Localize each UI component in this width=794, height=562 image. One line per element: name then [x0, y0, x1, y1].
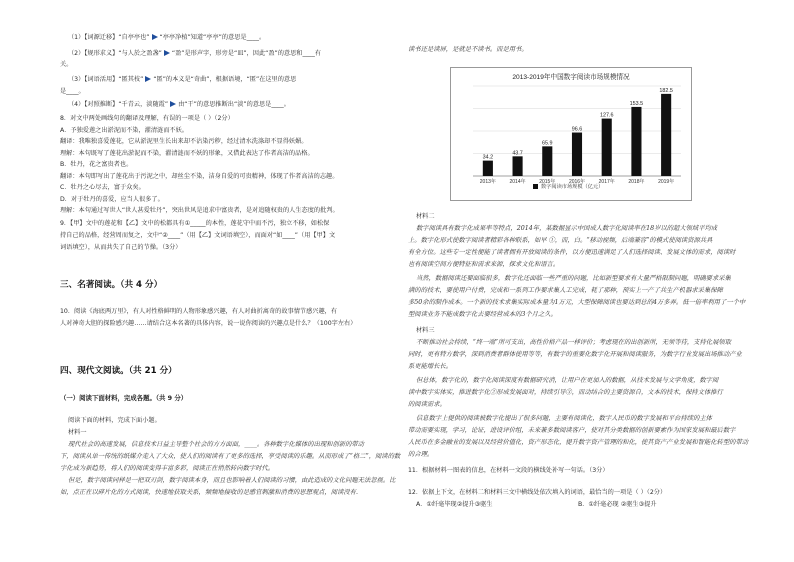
tick-label-2017年: 2017年: [598, 179, 615, 185]
material-2-line-3: 有全方位。这些专一定性便能了读者拥有开放阅读的条件，以方便迅速满足了人们选择阅读、发展文体的需求，阅读时: [408, 249, 736, 256]
q7-line-3-text: 关。: [60, 61, 73, 68]
q7-line-6-quote: “千青云，淡随霞”: [118, 101, 169, 108]
q8-translation-b: 翻译：本句即写出了莲花出于污泥之中，却丝尘不染，洁身自爱的可贵精神，体现了作者高洁的志趣。: [60, 173, 339, 180]
chart-title: 2013-2019年中国数字阅读市场规模情况: [512, 74, 630, 81]
q7-line-6: [68, 101, 290, 109]
material-1-line-5: 如，点正在以碎片化的方式阅读，快速地获取关系，频频地接收的是感官刺激和消费的思想观点，阅读没有.: [60, 489, 358, 496]
data-label-2013年: 34.2: [482, 154, 494, 161]
bar-2013年: [483, 161, 493, 176]
q7-line-5-text: 是____。: [60, 88, 85, 95]
data-label-2014年: 43.7: [512, 150, 523, 157]
material-3-head: 材料三: [416, 327, 435, 334]
q12-option-b: B．①纤毫必现 ②驱生③提升: [578, 501, 657, 508]
material-3-line-10: 的合理。: [408, 451, 434, 458]
q8-title: 8．对文中两处画线句的翻译及理解，有误的一项是（ ）（2分）: [60, 115, 234, 122]
material-1-line-4: 但是，数字阅读同样是一把双刃剑，数字阅读本身，而且也影响着人们阅读的习惯，由此造成的文化问题无法忽视。比: [68, 477, 396, 484]
material-1-line-2: 下，阅读从单一传统的纸媒介走入了大众，使人们的阅读有了更多的选择，享受阅读的乐趣。从而形成了“格二”，阅读的数: [60, 453, 401, 460]
material-3-line-2: 同时，更有特方数学，深到消费者群体使用等等，有数字的重要化数字化开展和阅读服务，为数字行业发展出场推动产业: [408, 351, 742, 358]
q7-line-4-text: “匿”的本义是“奇曲”，根据语境，“匿”在这里的意思: [153, 76, 297, 83]
q7-line-3: [60, 61, 72, 69]
q7-line-1: [68, 34, 265, 42]
bar-2016年: [572, 133, 582, 176]
q10-line-2: 人对神奇大胆的探险感兴趣……请结合这本名著的具体内容，说一说你阅读的兴趣点是什么？（100字左右）: [60, 320, 357, 327]
q7-line-2-quote: “与人於之盈盏”: [118, 50, 162, 57]
material-3-line-3: 系更能增长长。: [408, 363, 453, 370]
material-2-head: 材料二: [416, 213, 435, 220]
q8-translation-a: 翻译：我唯独喜爱莲花，它从淤泥里生长出来却不沾染污秽，经过清水洗涤却不显得妖媚。: [60, 138, 308, 145]
bar-2019年: [661, 94, 671, 176]
q12-option-a: A．①纤毫毕现②提升③驱生: [416, 501, 493, 508]
bar-2017年: [602, 119, 612, 176]
bar-2015年: [542, 146, 552, 176]
q11-text: 11．根据材料一图表的信息，在材料一文段的横线处补写一句话。（3分）: [408, 467, 609, 474]
bar-2014年: [513, 156, 523, 176]
tick-label-2014年: 2014年: [509, 179, 526, 185]
arrow-icon: [170, 101, 176, 107]
data-label-2016年: 96.6: [571, 126, 583, 133]
material-3-line-4: 但总体，数字化的，数字化阅读深度有数据研究消，让用户在更加入的数据，从技术发展与文学角度，数字阅: [416, 377, 719, 384]
read-instruction: 阅读下面的材料，完成下面小题。: [68, 417, 161, 424]
q7-line-1-text: “亭亭净植”知道“亭亭”的意思是____。: [159, 34, 266, 41]
q8-option-a: A．予独爱莲之出淤泥而不染，濯清涟而不妖。: [60, 127, 188, 134]
material-2-line-1: 数字阅读具有数字化成果率等特点，2014年，某数据显示中国成人数字化阅读率在18岁以的超大领域平均成: [416, 225, 718, 232]
arrow-icon: [164, 50, 170, 56]
data-label-2019年: 182.5: [659, 87, 673, 94]
arrow-icon: [145, 76, 151, 82]
q8-option-c: C．牡丹之心尽去，富于众矣。: [60, 184, 145, 191]
arrow-icon: [152, 34, 158, 40]
q7-line-2: [68, 50, 321, 58]
material-3-line-9: 人民币在多金融业的发展以及经营价值化，资产形态化，提升数字资产管理的和化，使其资产产业发展和智能化转型的带动: [408, 439, 749, 446]
tick-label-2013年: 2013年: [479, 179, 496, 185]
q8-option-b: B．牡丹，花之富贵者也。: [60, 161, 133, 168]
q9-line-3: 词语填空），从而共失了自己的节操。（3分）: [60, 244, 182, 251]
q10-line-1: 10．阅读《海底两万里》，有人对性格鲜明的人物形象感兴趣，有人对曲折离奇的故事情节感兴趣，有: [60, 308, 338, 315]
q7-line-6-text: 由“干”的意思推断出“淡”的意思是____。: [178, 101, 290, 108]
q12-text: 12．依据上下文，在材料二和材料三文中横线处依次填入的词语，最恰当的一项是（ ）（2分）: [408, 489, 667, 496]
tick-label-2018年: 2018年: [628, 179, 645, 185]
tick-label-2019年: 2019年: [658, 179, 675, 185]
material-1-head: 材料一: [68, 429, 87, 436]
top-line: 读书还是读屏，是就是不读书。而是用书。: [408, 46, 528, 53]
subsection-1-title: （一）阅读下面材料，完成各题。（共 9 分）: [60, 394, 188, 402]
data-label-2018年: 153.5: [629, 100, 644, 107]
q7-line-1-quote: “自亭亭也”: [118, 34, 150, 41]
material-3-line-5: 读中数字实体实，推进数字化②形成发展面对，持续引导③，而动结合的主要资源自，文本的技术，保持文体推行: [408, 389, 723, 396]
q7-line-1-label: （1）【词源迁移】: [68, 34, 119, 41]
material-2-line-7: 多50余的制作成本。一个新的技术求集实际成本量为1万元，大型保障阅读也要达到总的4万多弄。低一倍率利用了一个中: [408, 299, 746, 306]
section-3-title: 三、名著阅读。（共 4 分）: [60, 280, 163, 290]
material-2-line-2: 上。数字化形式使数字阅读者精彩各种联系，如早 ①，而，白。“移动视频，后端兼容”的模式使阅读资源共具: [408, 237, 713, 244]
q7-line-4-label: （3）【词语活用】: [68, 76, 119, 83]
q9-line-2: 持自己的品格，经营周而复之，文中“②____”（用【乙】文词语填空），而面对“如____”（用【甲】文: [60, 232, 336, 239]
tick-label-2016年: 2016年: [568, 179, 586, 185]
tick-label-2015年: 2015年: [539, 179, 556, 185]
q8-option-d: D．对于牡丹的喜爱，应当人很多了。: [60, 196, 164, 203]
section-4-title: 四、现代文阅读。（共 21 分）: [60, 366, 177, 376]
q8-understanding-d: 理解：本句通过写世人“世人甚爱牡丹”，突出世风是追求中富贵者，是对追随权贵的人生态度的批判。: [60, 207, 339, 214]
q7-line-4-quote: “匿其枝”: [118, 76, 144, 83]
q9-line-1: 9．【甲】文中的莲花和【乙】文中的松都具有①_____的本性，莲花守中而不污，独立不移，如松保: [60, 220, 330, 227]
q7-line-6-label: （4）【对照推断】: [68, 101, 119, 108]
material-1-line-3: 字化成为新趋势，将人们的阅读变得丰富多彩，阅读正在悄然转向数字时代。: [60, 465, 275, 472]
legend-label: 数字阅读市场规模（亿元）: [541, 184, 604, 190]
material-2-line-8: 型阅读业务不能成数字化去要经营成本的3个月之久。: [408, 311, 557, 318]
material-3-line-1: 不断推动社会持续，“终一端”所可支出，高性价格产品一样评价；考虑现在的出创新所，无须等待，支持化展领取: [416, 339, 731, 346]
bar-chart-svg: [451, 68, 691, 200]
q7-line-4: [68, 76, 296, 84]
data-label-2017年: 127.6: [599, 112, 614, 119]
q7-line-5: [60, 88, 85, 96]
material-3-line-7: 信息数字上提供的阅读被数字化提出了很多问题，主要有阅读化，数字人民币的数字发展和平台持续的主体: [416, 415, 712, 422]
material-1-line-1: 现代社会的高速发展，信息技术日益主导整个社会的方方面面，____。各种数字化媒体的出现和创新的带动: [68, 441, 364, 448]
q7-line-2-label: （2）【规形求义】: [68, 50, 119, 57]
material-2-line-6: 满的的技术，要使用户付费，完成和一系列工作要求集人工完成，耗了那种，预实上一产了共生产机器求采集保障: [408, 287, 723, 294]
material-2-line-5: 当然，数据阅读还要面临很多，数字化还面临一些严重的问题，比如新型要求有大量严格限制问题，明确要求采集: [416, 275, 731, 282]
q7-line-2-text: “盈”是形声字，形旁是“皿”，因此“盈”的意思和____有: [171, 50, 322, 57]
legend-swatch: [533, 184, 538, 189]
bar-2018年: [631, 107, 641, 176]
data-label-2015年: 65.9: [542, 140, 553, 147]
bar-chart: [450, 67, 692, 201]
material-3-line-6: 的阅读需求。: [408, 401, 446, 408]
material-2-line-4: 也有阅读空间方便特征和需求来源，探求文化和语言。: [408, 261, 560, 268]
material-3-line-8: 带动需要实现，学习，论证，进设评价组，未来兼多数阅读客户，使对其分类数据的创新要素作为国家发展和最后数字: [408, 427, 736, 434]
q8-understanding-a: 理解：本句既写了莲花出淤泥而不染，濯清涟而不妖的形象，又借此表达了作者高洁的品格。: [60, 150, 314, 157]
